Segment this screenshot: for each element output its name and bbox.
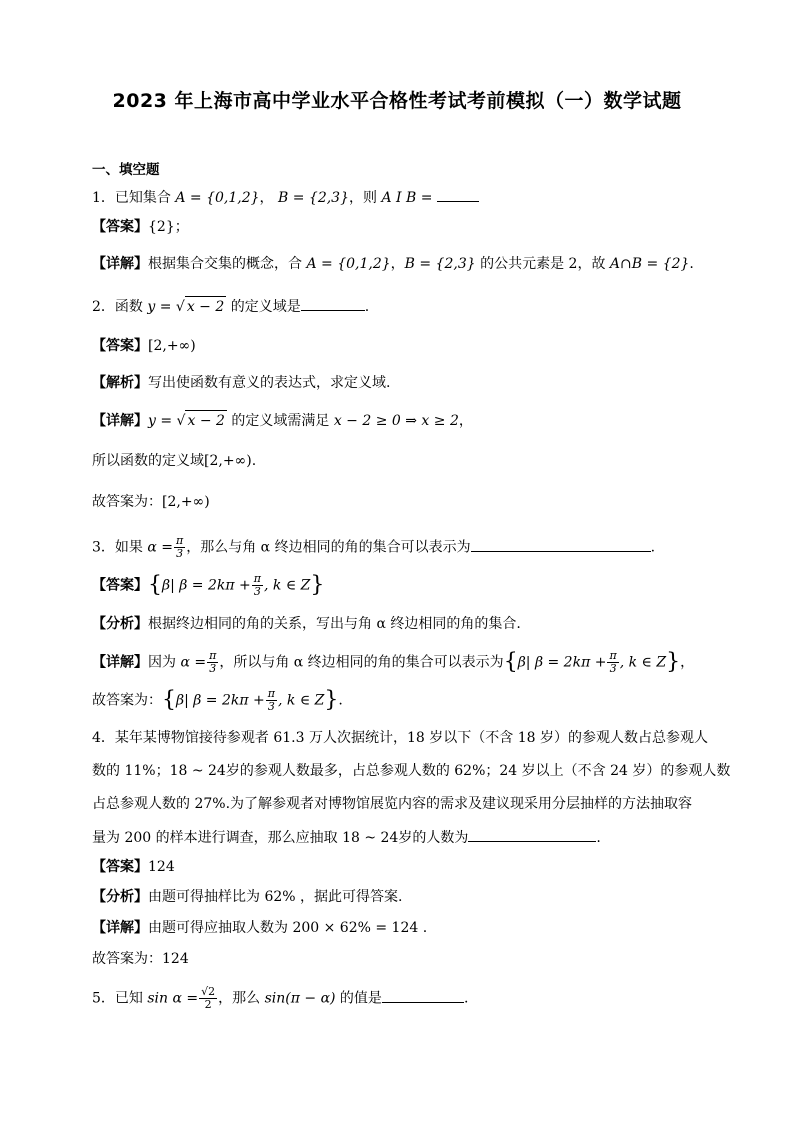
q2-detail-y: y = <box>148 413 173 429</box>
q3-text-a: 3．如果 <box>92 539 148 556</box>
q2-final-line <box>92 492 210 512</box>
q3-end: . <box>650 539 656 556</box>
section-heading: 一、填空题 <box>92 162 160 178</box>
q4-last-a: 量为 200 的样本进行调查，那么应抽取 18 ~ 24岁的人数为 <box>92 830 469 846</box>
q3-answer-line <box>92 573 324 598</box>
fraction-pi-3: $\frac{\pi}{3}$ <box>609 649 617 675</box>
q2-radicand: x − 2 <box>185 296 226 317</box>
q4-final-line: 故答案为：124 <box>92 951 189 967</box>
q2-detail-end: ， <box>458 413 473 429</box>
right-brace: } <box>310 572 325 598</box>
fraction-pi-3: $\frac{\pi}{3}$ <box>176 534 184 560</box>
q3-detail-label: 【详解】 <box>92 654 148 671</box>
q2-analysis: 写出使函数有意义的表达式，求定义域. <box>148 375 391 391</box>
q2-analysis-line <box>92 373 390 393</box>
question-4-line-1: 4．某年某博物馆接待参观者 61.3 万人次据统计，18 岁以下（不含 18 岁）的参观人数占总参观人 <box>92 730 708 746</box>
q2-final-interval: [2,+∞) <box>162 494 210 510</box>
q4-fenxi: 由题可得抽样比为 62% ，据此可得答案. <box>148 889 403 905</box>
q1-answer-blank <box>437 187 479 202</box>
q3-final-set-a: β| β = 2kπ + <box>176 692 265 709</box>
q2-final-a: 故答案为： <box>92 494 162 510</box>
fraction-pi-3: $\frac{\pi}{3}$ <box>253 572 261 598</box>
right-brace: } <box>324 687 339 713</box>
q5-end: . <box>463 990 469 1007</box>
q2-answer-blank <box>301 296 365 311</box>
q3-final-set-b: , k ∈ Z <box>278 692 325 709</box>
q1-detail-result: A∩B = {2} <box>609 256 690 272</box>
q2-answer-line <box>92 336 196 356</box>
q1-detail-set-a: A = {0,1,2} <box>306 256 391 272</box>
q2-detail-radicand: x − 2 <box>185 410 226 431</box>
q5-answer-blank <box>382 988 464 1003</box>
q3-detail-line <box>92 650 694 675</box>
q2-detail-line <box>92 410 473 431</box>
fraction-sqrt2-2: $\frac{√2}{2}$ <box>201 985 216 1011</box>
question-4-line-2: 数的 11%；18 ~ 24岁的参观人数最多，占总参观人数的 62%；24 岁以上（不含 24 岁）的参观人数 <box>92 763 731 779</box>
question-5 <box>92 986 468 1011</box>
q1-detail-line <box>92 254 694 274</box>
question-2 <box>92 296 369 317</box>
q1-set-b: B = {2,3} <box>278 190 349 206</box>
q4-fenxi-line <box>92 887 402 907</box>
q5-text-a: 5．已知 <box>92 990 148 1007</box>
q1-expr: A I B = <box>381 190 433 206</box>
q1-answer-label: 【答案】 <box>92 219 148 235</box>
q5-expr: sin(π − α) <box>264 990 336 1007</box>
q2-answer-label: 【答案】 <box>92 338 148 354</box>
q2-line2-end: . <box>251 453 257 469</box>
question-4-line-3: 占总参观人数的 27%.为了解参观者对博物馆展览内容的需求及建议现采用分层抽样的方法抽取容 <box>92 796 693 812</box>
question-3 <box>92 535 655 560</box>
q3-fenxi: 根据终边相同的角的关系，写出与角 α 终边相同的角的集合. <box>148 616 521 632</box>
fraction-pi-3: $\frac{\pi}{3}$ <box>209 649 217 675</box>
q4-last-end: . <box>596 830 601 846</box>
q2-text-a: 2．函数 <box>92 299 148 315</box>
q1-detail-end: . <box>689 256 694 272</box>
q1-detail-set-b: B = {2,3} <box>404 256 476 272</box>
q3-fenxi-line <box>92 614 521 634</box>
q1-detail-b: 的公共元素是 2，故 <box>475 256 610 272</box>
q2-answer: [2,+∞) <box>148 338 196 354</box>
q2-detail-label: 【详解】 <box>92 413 148 429</box>
q2-text-b: 的定义域是 <box>226 299 301 315</box>
left-brace: { <box>503 649 518 675</box>
q3-detail-end: ， <box>680 654 695 671</box>
q1-set-a: A = {0,1,2} <box>175 190 260 206</box>
q3-final-end: . <box>338 692 343 709</box>
q3-set-b: , k ∈ Z <box>264 577 311 594</box>
q4-answer: 124 <box>148 859 175 875</box>
q2-end: . <box>364 299 370 315</box>
q1-answer-line <box>92 217 189 237</box>
q3-final-a: 故答案为： <box>92 692 162 709</box>
q4-detail: 由题可得应抽取人数为 200 × 62% = 124 . <box>148 920 428 936</box>
left-brace: { <box>148 572 162 598</box>
q3-fenxi-label: 【分析】 <box>92 616 148 632</box>
left-brace: { <box>162 687 176 713</box>
fraction-pi-3: $\frac{\pi}{3}$ <box>267 687 275 713</box>
q4-answer-line <box>92 857 175 877</box>
sqrt-symbol: √ <box>176 413 186 429</box>
q1-detail-sep: ， <box>390 256 405 272</box>
q5-sin-eq: sin α = <box>147 990 199 1007</box>
q2-detail-line-2 <box>92 451 256 471</box>
question-4-line-4 <box>92 827 601 848</box>
q1-text-b: ，则 <box>349 190 382 206</box>
q3-detail-set-b: , k ∈ Z <box>619 654 667 671</box>
right-brace: } <box>666 649 681 675</box>
q4-fenxi-label: 【分析】 <box>92 889 148 905</box>
q3-detail-b: ，所以与角 α 终边相同的角的集合可以表示为 <box>219 654 504 671</box>
q3-detail-set-a: β| β = 2kπ + <box>517 654 607 671</box>
page-title: 2023 年上海市高中学业水平合格性考试考前模拟（一）数学试题 <box>112 90 682 112</box>
q3-set-a: β| β = 2kπ + <box>162 577 251 594</box>
q2-detail-condition: x − 2 ≥ 0 ⇒ x ≥ 2 <box>333 413 459 429</box>
q1-answer: {2}； <box>148 219 189 235</box>
q3-text-b: ，那么与角 α 终边相同的角的集合可以表示为 <box>186 539 471 556</box>
q4-answer-blank <box>468 827 596 842</box>
q1-detail-a: 根据集合交集的概念，合 <box>148 256 307 272</box>
q5-text-c: 的值是 <box>335 990 382 1007</box>
q3-alpha-eq: α = <box>147 539 173 556</box>
q2-y: y = <box>147 299 172 315</box>
q3-detail-a: 因为 <box>148 654 181 671</box>
q3-detail-alpha: α = <box>180 654 207 671</box>
q3-answer-blank <box>471 537 651 552</box>
q2-line2-a: 所以函数的定义域 <box>92 453 204 469</box>
q3-final-line <box>92 688 343 713</box>
q1-detail-label: 【详解】 <box>92 256 148 272</box>
q2-line2-interval: [2,+∞) <box>204 453 252 469</box>
q4-detail-line <box>92 918 427 938</box>
question-1 <box>92 187 479 208</box>
q2-detail-a: 的定义域需满足 <box>226 413 334 429</box>
q5-text-b: ，那么 <box>218 990 265 1007</box>
q2-analysis-label: 【解析】 <box>92 375 148 391</box>
q1-text-a: 1．已知集合 <box>92 190 176 206</box>
q3-answer-label: 【答案】 <box>92 577 148 594</box>
sqrt-symbol: √ <box>175 299 185 315</box>
q4-answer-label: 【答案】 <box>92 859 148 875</box>
q4-detail-label: 【详解】 <box>92 920 148 936</box>
q1-sep: ， <box>259 190 278 206</box>
